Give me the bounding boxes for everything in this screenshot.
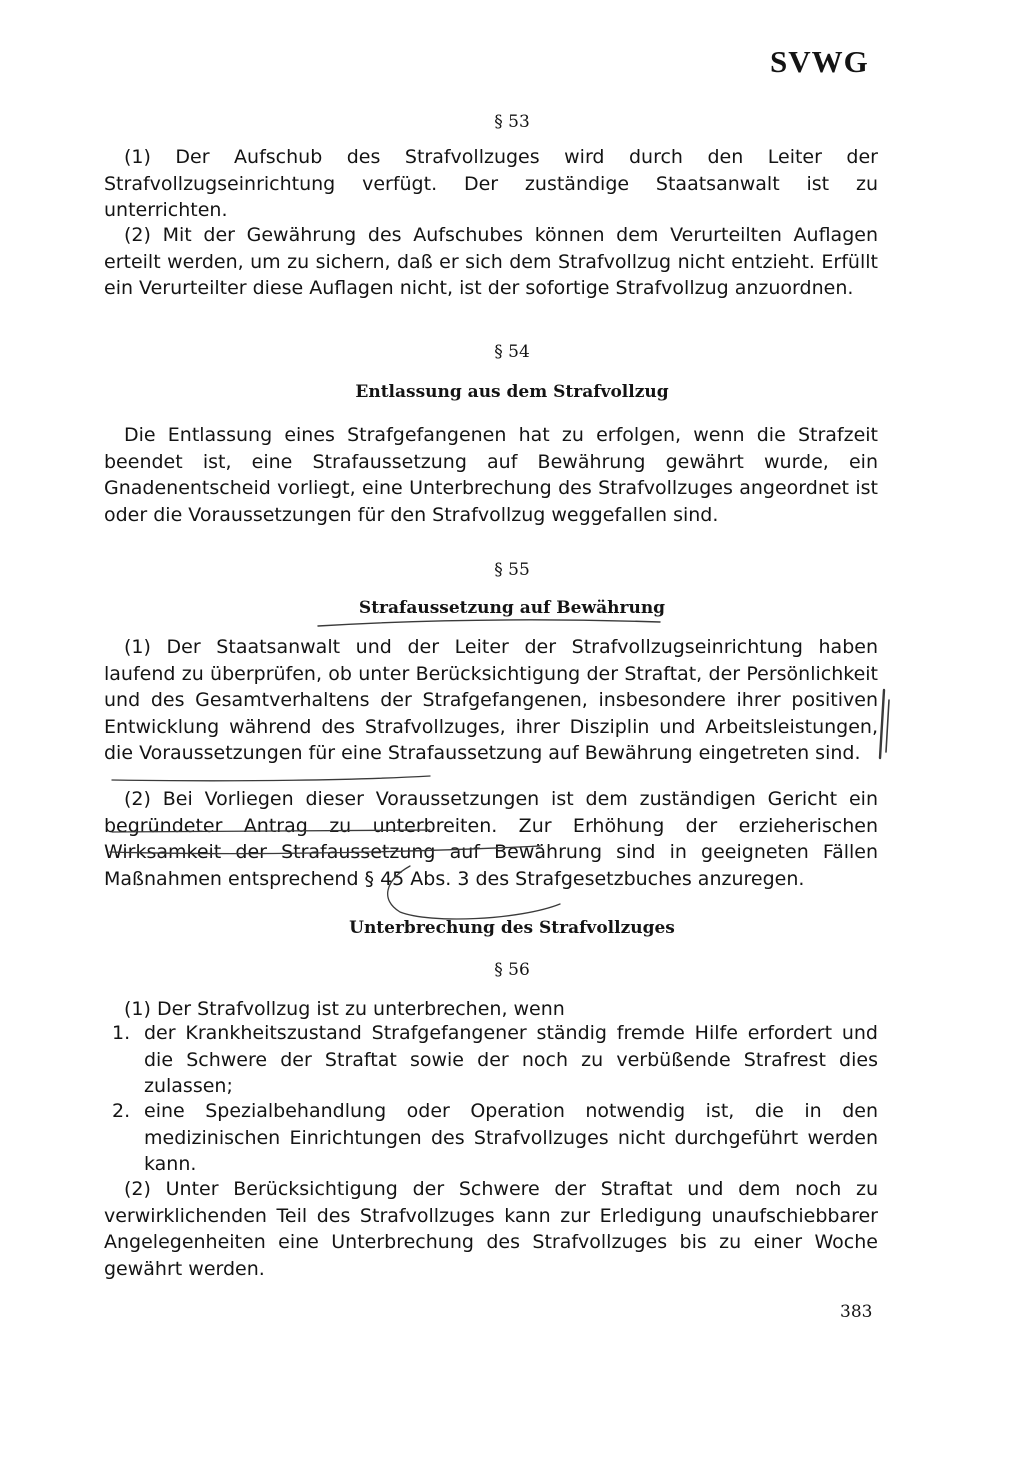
page-number: 383	[840, 1302, 873, 1322]
margin-bracket-mark	[880, 690, 884, 758]
section-55-title: Strafaussetzung auf Bewährung	[358, 598, 666, 618]
section-56-number: § 56	[494, 960, 530, 980]
paragraph-end-underline-mark	[112, 776, 430, 781]
circle-reference-mark	[388, 866, 560, 919]
list-item-text: eine Spezialbehandlung oder Operation notwendig ist, die in den medizinischen Einrichtungen des Strafvollzuges nicht durchgeführt werden kann.	[144, 1100, 878, 1176]
section-54-paragraph-1: Die Entlassung eines Strafgefangenen hat zu erfolgen, wenn die Strafzeit beendet ist, eine Strafaussetzung auf Bewährung gewährt wurde, ein Gnadenentscheid vorliegt, eine Unterbrechung des Strafvollzuges angeordnet ist oder die Voraussetzungen für den Strafvollzug weggefallen sind.	[104, 424, 878, 526]
section-55-paragraph-1: (1) Der Staatsanwalt und der Leiter der Strafvollzugseinrichtung haben laufend zu überprüfen, ob unter Berücksichtigung der Straftat, der Persönlichkeit und des Gesamtverhaltens der Strafgefangenen, insbesondere ihrer positiven Entwicklung während des Strafvollzuges, ihrer Disziplin und Arbeitsleistungen, die Voraussetzungen für eine Strafaussetzung auf Bewährung eingetreten sind.	[104, 636, 878, 765]
section-55-number: § 55	[494, 560, 530, 580]
list-item-number: 1.	[112, 1022, 131, 1044]
section-56-paragraph-2: (2) Unter Berücksichtigung der Schwere der Straftat und dem noch zu verwirklichenden Teil des Strafvollzuges kann zur Erledigung unaufschiebbarer Angelegenheiten eine Unterbrechung des Strafvollzuges bis zu einer Woche gewährt werden.	[104, 1178, 878, 1280]
underline-wirksamkeit-mark	[110, 846, 540, 854]
section-54-number: § 54	[494, 342, 530, 362]
list-item-text: der Krankheitszustand Strafgefangener ständig fremde Hilfe erfordert und die Schwere der Straftat sowie der noch zu verbüßende Strafrest dies zulassen;	[144, 1022, 878, 1098]
section-54-title: Entlassung aus dem Strafvollzug	[355, 382, 669, 402]
margin-bracket-mark-2	[886, 700, 889, 752]
section-56-intro: (1) Der Strafvollzug ist zu unterbrechen, wenn	[124, 998, 565, 1020]
header-code: SVWG	[770, 44, 869, 79]
section-55-paragraph-2: (2) Bei Vorliegen dieser Voraussetzungen ist dem zuständigen Gericht ein begründeter Antrag zu unterbreiten. Zur Erhöhung der erzieherischen Wirksamkeit der Strafaussetzung auf Bewährung sind in geeigneten Fällen Maßnahmen entsprechend § 45 Abs. 3 des Strafgesetzbuches anzuregen.	[104, 788, 878, 890]
underline-begruendeter-mark	[112, 830, 430, 832]
section-53-paragraph-1: (1) Der Aufschub des Strafvollzuges wird durch den Leiter der Strafvollzugseinrichtung verfügt. Der zuständige Staatsanwalt ist zu unterrichten.	[104, 146, 878, 222]
list-item-number: 2.	[112, 1100, 131, 1122]
section-53-paragraph-2: (2) Mit der Gewährung des Aufschubes können dem Verurteilten Auflagen erteilt werden, um zu sichern, daß er sich dem Strafvollzug nicht entzieht. Erfüllt ein Verurteilter diese Auflagen nicht, ist der sofortige Strafvollzug anzuordnen.	[104, 224, 878, 300]
title-underline-mark	[318, 620, 660, 626]
section-53-number: § 53	[494, 112, 530, 132]
section-56-title: Unterbrechung des Strafvollzuges	[349, 918, 675, 938]
